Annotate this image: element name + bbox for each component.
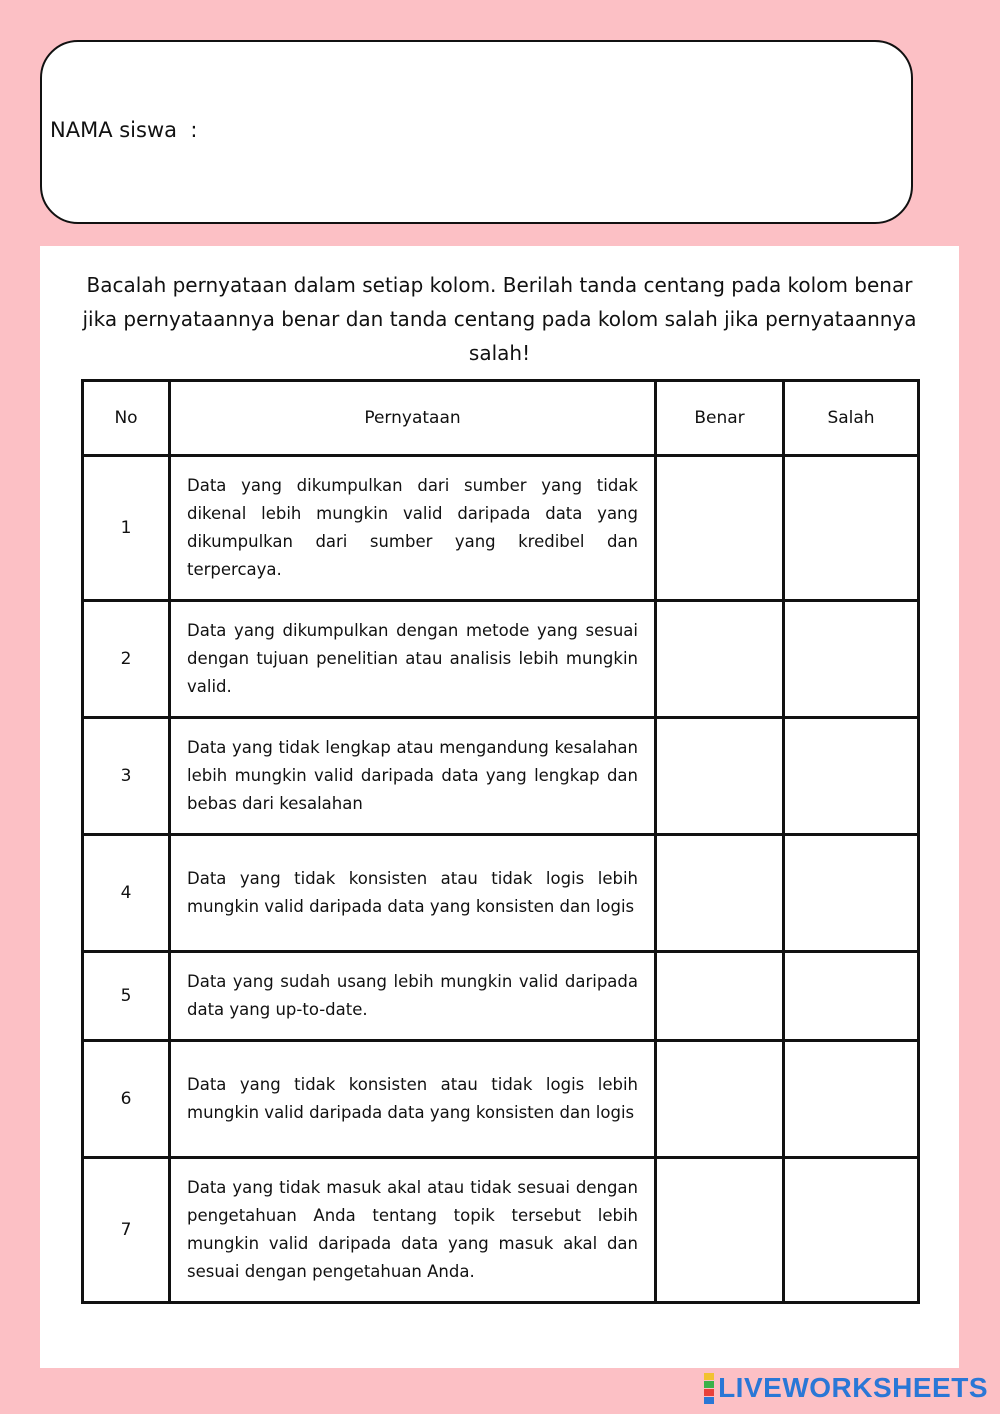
table-row <box>83 952 919 1041</box>
row-number: 4 <box>83 835 170 952</box>
table-row <box>83 835 919 952</box>
student-name-label: NAMA siswa : <box>50 118 198 142</box>
true-checkbox-cell[interactable] <box>656 456 784 601</box>
table-row <box>83 1041 919 1158</box>
row-statement: Data yang tidak konsisten atau tidak logis lebih mungkin valid daripada data yang konsisten dan logis <box>170 1041 656 1158</box>
liveworksheets-logo <box>704 1372 988 1404</box>
true-checkbox-cell[interactable] <box>656 1158 784 1303</box>
row-number: 2 <box>83 601 170 718</box>
table-row <box>83 456 919 601</box>
column-header-true: Benar <box>656 381 784 456</box>
row-statement: Data yang dikumpulkan dengan metode yang sesuai dengan tujuan penelitian atau analisis lebih mungkin valid. <box>170 601 656 718</box>
false-checkbox-cell[interactable] <box>784 1041 919 1158</box>
row-statement: Data yang tidak masuk akal atau tidak sesuai dengan pengetahuan Anda tentang topik tersebut lebih mungkin valid daripada data yang masuk akal dan sesuai dengan pengetahuan Anda. <box>170 1158 656 1303</box>
table-row <box>83 1158 919 1303</box>
table-row <box>83 718 919 835</box>
false-checkbox-cell[interactable] <box>784 456 919 601</box>
true-checkbox-cell[interactable] <box>656 952 784 1041</box>
table-row <box>83 601 919 718</box>
row-number: 6 <box>83 1041 170 1158</box>
row-number: 7 <box>83 1158 170 1303</box>
column-header-no: No <box>83 381 170 456</box>
row-statement: Data yang tidak konsisten atau tidak logis lebih mungkin valid daripada data yang konsisten dan logis <box>170 835 656 952</box>
student-name-box <box>40 40 913 224</box>
row-number: 3 <box>83 718 170 835</box>
column-header-statement: Pernyataan <box>170 381 656 456</box>
false-checkbox-cell[interactable] <box>784 835 919 952</box>
row-statement: Data yang tidak lengkap atau mengandung kesalahan lebih mungkin valid daripada data yang lengkap dan bebas dari kesalahan <box>170 718 656 835</box>
logo-text: LIVEWORKSHEETS <box>718 1372 988 1403</box>
column-header-false: Salah <box>784 381 919 456</box>
true-checkbox-cell[interactable] <box>656 601 784 718</box>
false-checkbox-cell[interactable] <box>784 601 919 718</box>
false-checkbox-cell[interactable] <box>784 718 919 835</box>
statement-table <box>81 379 920 1304</box>
row-number: 1 <box>83 456 170 601</box>
instructions-text: Bacalah pernyataan dalam setiap kolom. Berilah tanda centang pada kolom benar jika pernyataannya benar dan tanda centang pada kolom salah jika pernyataannya salah! <box>82 273 917 365</box>
true-checkbox-cell[interactable] <box>656 718 784 835</box>
false-checkbox-cell[interactable] <box>784 952 919 1041</box>
row-number: 5 <box>83 952 170 1041</box>
true-checkbox-cell[interactable] <box>656 835 784 952</box>
row-statement: Data yang dikumpulkan dari sumber yang tidak dikenal lebih mungkin valid daripada data yang dikumpulkan dari sumber yang kredibel dan terpercaya. <box>170 456 656 601</box>
row-statement: Data yang sudah usang lebih mungkin valid daripada data yang up-to-date. <box>170 952 656 1041</box>
true-checkbox-cell[interactable] <box>656 1041 784 1158</box>
student-name-input[interactable] <box>272 108 876 150</box>
worksheet <box>40 246 959 1368</box>
liveworksheets-logo-icon <box>704 1373 714 1404</box>
false-checkbox-cell[interactable] <box>784 1158 919 1303</box>
table-header-row <box>83 381 919 456</box>
